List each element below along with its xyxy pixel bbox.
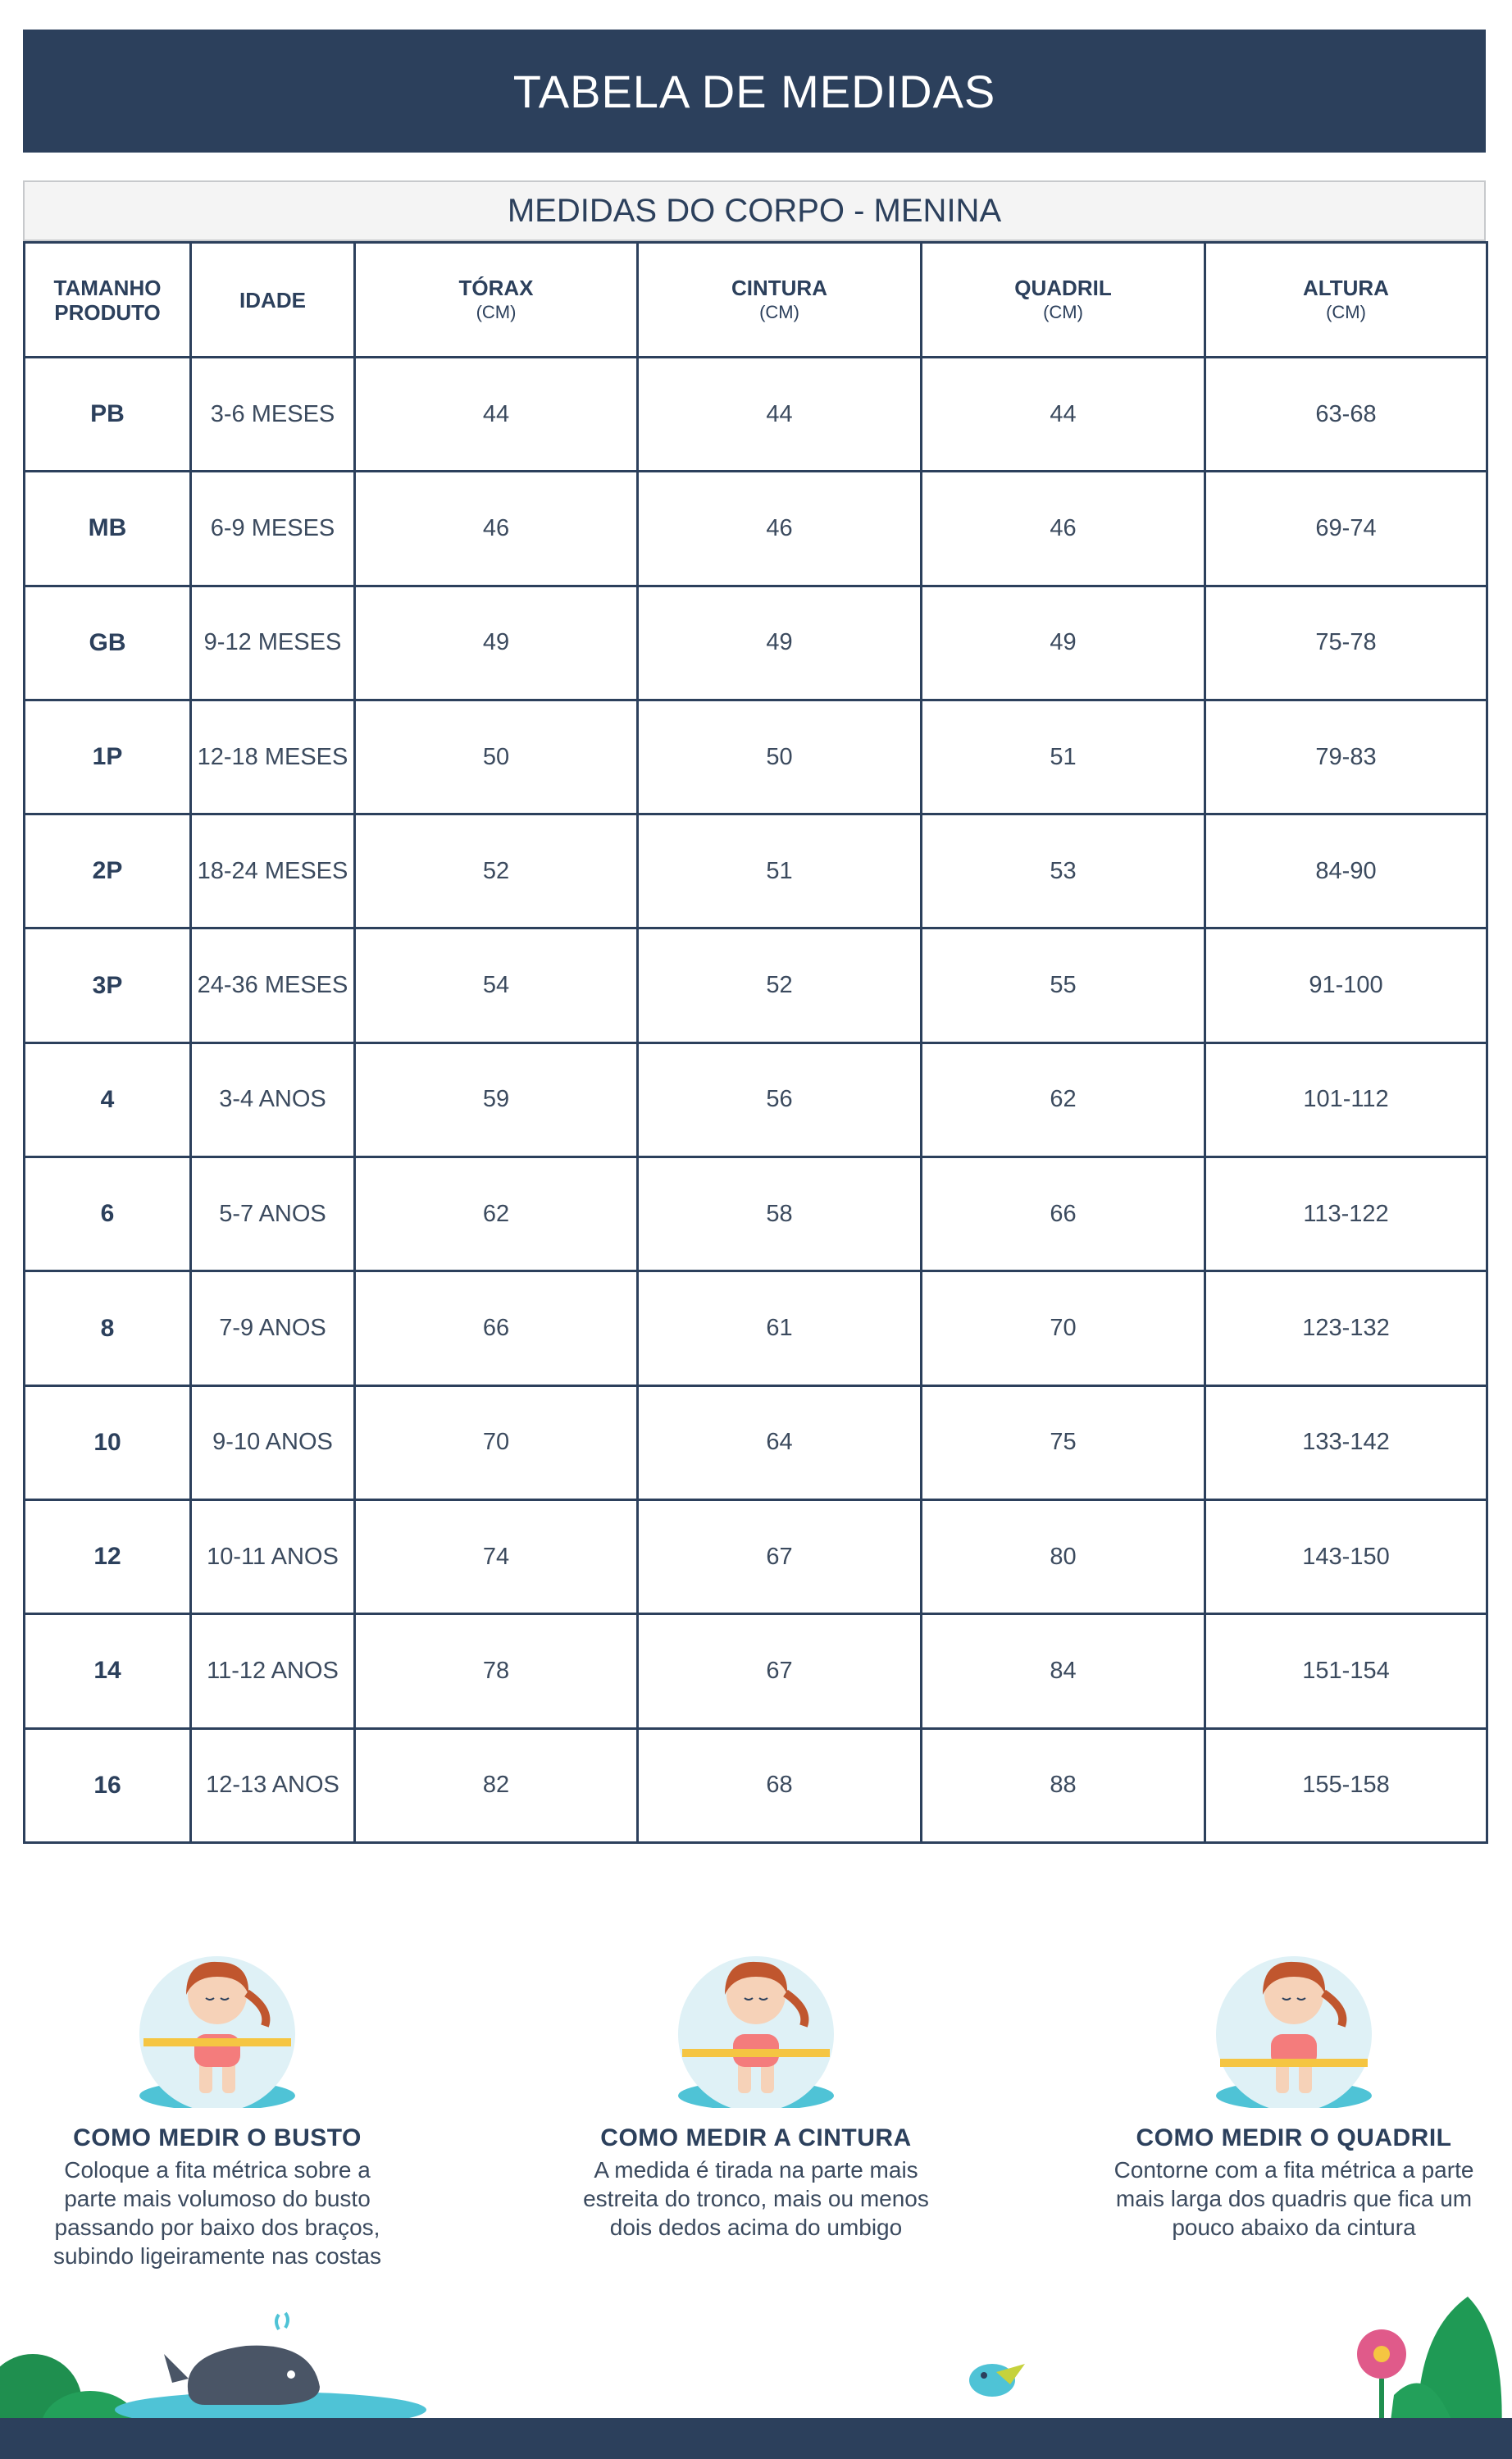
size-table [23,241,1488,1844]
table-row [25,1042,1487,1157]
cell-size: 2P [25,814,191,928]
cell-altura: 113-122 [1205,1157,1487,1271]
whale-icon [115,2305,426,2428]
bird-icon [959,2347,1041,2405]
cell-quadril: 66 [922,1157,1205,1271]
cell-size: 12 [25,1499,191,1613]
cell-torax: 52 [355,814,638,928]
cell-size: PB [25,358,191,472]
cell-size: 16 [25,1728,191,1842]
cell-age: 12-13 ANOS [191,1728,355,1842]
girl-measuring-icon [666,1944,846,2108]
cell-altura: 91-100 [1205,928,1487,1042]
cell-size: 3P [25,928,191,1042]
cell-torax: 62 [355,1157,638,1271]
unit-label: (CM) [1043,301,1083,322]
cell-torax: 82 [355,1728,638,1842]
cell-torax: 70 [355,1385,638,1499]
cell-cintura: 61 [638,1271,922,1385]
cell-altura: 101-112 [1205,1042,1487,1157]
size-table-section [23,180,1486,1844]
cell-cintura: 44 [638,358,922,472]
cell-cintura: 68 [638,1728,922,1842]
column-header-quadril: QUADRIL (CM) [922,243,1205,358]
cell-cintura: 51 [638,814,922,928]
cell-size: MB [25,472,191,586]
cell-torax: 59 [355,1042,638,1157]
cell-quadril: 55 [922,928,1205,1042]
cell-cintura: 67 [638,1614,922,1728]
cell-size: 6 [25,1157,191,1271]
how-to-title: COMO MEDIR O QUADRIL [1136,2124,1452,2151]
how-to-hip [1064,1944,1512,2242]
cell-torax: 46 [355,472,638,586]
cell-altura: 84-90 [1205,814,1487,928]
unit-label: (CM) [1326,301,1366,322]
how-to-description: Contorne com a fita métrica a parte mais larga dos quadris que fica um pouco abaixo da cintura [1114,2157,1474,2240]
cell-torax: 50 [355,700,638,814]
cell-torax: 66 [355,1271,638,1385]
page-header [23,30,1486,153]
table-body [25,358,1487,1843]
cell-altura: 75-78 [1205,586,1487,700]
how-to-title: COMO MEDIR A CINTURA [600,2124,912,2151]
girl-measuring-icon [127,1944,307,2108]
cell-size: 10 [25,1385,191,1499]
cell-age: 3-6 MESES [191,358,355,472]
table-row [25,1385,1487,1499]
cell-age: 7-9 ANOS [191,1271,355,1385]
table-row [25,700,1487,814]
cell-cintura: 58 [638,1157,922,1271]
cell-torax: 54 [355,928,638,1042]
table-row [25,1499,1487,1613]
column-header-cintura: CINTURA (CM) [638,243,922,358]
cell-size: 8 [25,1271,191,1385]
table-header-row [25,243,1487,358]
table-title [23,180,1486,241]
cell-altura: 133-142 [1205,1385,1487,1499]
how-to-bust [0,1944,447,2270]
how-to-description: Coloque a fita métrica sobre a parte mais volumoso do busto passando por baixo dos braços, subindo ligeiramente nas costas [52,2157,381,2269]
cell-size: GB [25,586,191,700]
cell-age: 18-24 MESES [191,814,355,928]
cell-torax: 44 [355,358,638,472]
cell-altura: 151-154 [1205,1614,1487,1728]
cell-quadril: 84 [922,1614,1205,1728]
cell-cintura: 52 [638,928,922,1042]
column-header-size: TAMANHO PRODUTO [25,243,191,358]
cell-altura: 63-68 [1205,358,1487,472]
table-row [25,472,1487,586]
cell-age: 12-18 MESES [191,700,355,814]
page-title: TABELA DE MEDIDAS [512,65,996,117]
how-to-waist [526,1944,986,2242]
cell-torax: 78 [355,1614,638,1728]
table-row [25,1728,1487,1842]
cell-quadril: 80 [922,1499,1205,1613]
cell-quadril: 70 [922,1271,1205,1385]
cell-quadril: 51 [922,700,1205,814]
column-header-torax: TÓRAX (CM) [355,243,638,358]
cell-cintura: 67 [638,1499,922,1613]
table-row [25,358,1487,472]
unit-label: (CM) [476,301,517,322]
how-to-title: COMO MEDIR O BUSTO [73,2124,362,2151]
cell-quadril: 62 [922,1042,1205,1157]
cell-cintura: 50 [638,700,922,814]
cell-quadril: 75 [922,1385,1205,1499]
cell-altura: 79-83 [1205,700,1487,814]
cell-size: 4 [25,1042,191,1157]
cell-quadril: 49 [922,586,1205,700]
cell-torax: 74 [355,1499,638,1613]
cell-altura: 155-158 [1205,1728,1487,1842]
cell-altura: 69-74 [1205,472,1487,586]
cell-age: 3-4 ANOS [191,1042,355,1157]
cell-age: 11-12 ANOS [191,1614,355,1728]
cell-altura: 143-150 [1205,1499,1487,1613]
cell-age: 10-11 ANOS [191,1499,355,1613]
footer-bar [0,2418,1512,2459]
table-row [25,814,1487,928]
cell-cintura: 64 [638,1385,922,1499]
cell-cintura: 49 [638,586,922,700]
cell-age: 24-36 MESES [191,928,355,1042]
girl-measuring-icon [1204,1944,1384,2108]
cell-age: 5-7 ANOS [191,1157,355,1271]
table-title-text: MEDIDAS DO CORPO - MENINA [507,192,1002,229]
cell-age: 9-12 MESES [191,586,355,700]
column-header-altura: ALTURA (CM) [1205,243,1487,358]
cell-size: 1P [25,700,191,814]
cell-age: 6-9 MESES [191,472,355,586]
column-header-age: IDADE [191,243,355,358]
table-row [25,586,1487,700]
cell-quadril: 53 [922,814,1205,928]
how-to-description: A medida é tirada na parte mais estreita do tronco, mais ou menos dois dedos acima do umbigo [583,2157,929,2240]
unit-label: (CM) [759,301,799,322]
cell-torax: 49 [355,586,638,700]
cell-age: 9-10 ANOS [191,1385,355,1499]
cell-size: 14 [25,1614,191,1728]
table-row [25,1157,1487,1271]
cell-cintura: 46 [638,472,922,586]
table-row [25,928,1487,1042]
cell-quadril: 46 [922,472,1205,586]
cell-cintura: 56 [638,1042,922,1157]
table-row [25,1614,1487,1728]
table-row [25,1271,1487,1385]
cell-quadril: 88 [922,1728,1205,1842]
cell-altura: 123-132 [1205,1271,1487,1385]
cell-quadril: 44 [922,358,1205,472]
